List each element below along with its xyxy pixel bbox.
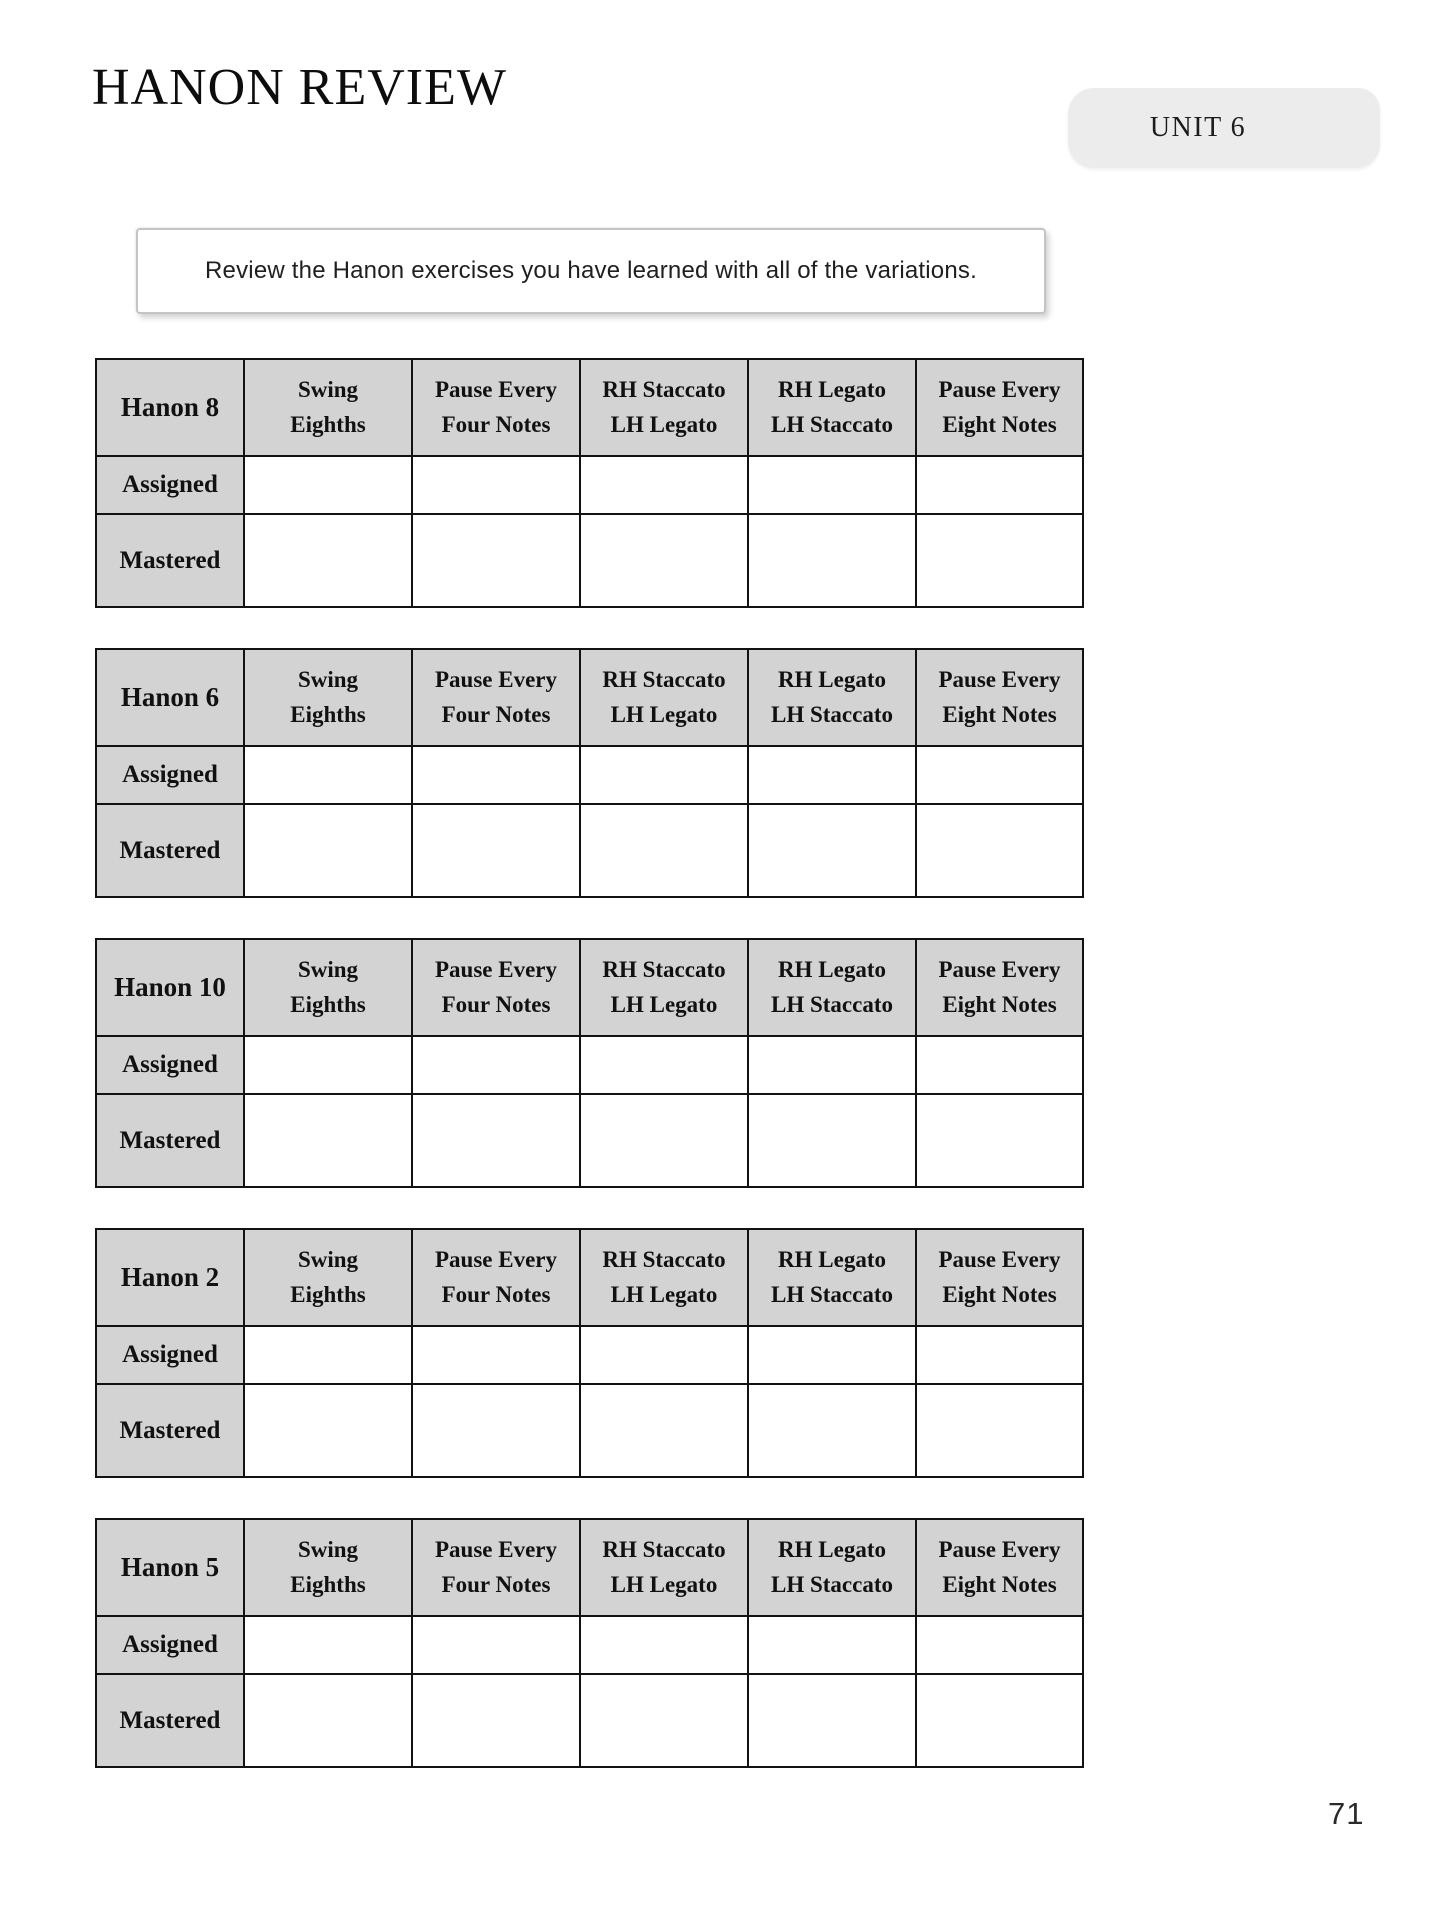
row-label-mastered: Mastered — [96, 804, 244, 897]
column-header-swing-eighths: Swing Eighths — [244, 649, 412, 746]
mastered-row — [96, 1094, 1083, 1187]
assigned-fill-cell[interactable] — [916, 1616, 1083, 1674]
assigned-fill-cell[interactable] — [244, 456, 412, 514]
column-header-pause-every-eight-notes: Pause Every Eight Notes — [916, 1229, 1083, 1326]
column-header-swing-eighths: Swing Eighths — [244, 939, 412, 1036]
mastered-fill-cell[interactable] — [916, 804, 1083, 897]
mastered-row — [96, 1384, 1083, 1477]
hanon-review-table — [95, 1518, 1084, 1768]
column-header-rh-staccato-lh-legato: RH Staccato LH Legato — [580, 1229, 748, 1326]
column-header-rh-legato-lh-staccato: RH Legato LH Staccato — [748, 1229, 916, 1326]
column-header-rh-legato-lh-staccato: RH Legato LH Staccato — [748, 1519, 916, 1616]
mastered-fill-cell[interactable] — [244, 804, 412, 897]
column-header-pause-every-four-notes: Pause Every Four Notes — [412, 1229, 580, 1326]
mastered-fill-cell[interactable] — [244, 1094, 412, 1187]
assigned-fill-cell[interactable] — [412, 1616, 580, 1674]
mastered-fill-cell[interactable] — [748, 514, 916, 607]
column-header-swing-eighths: Swing Eighths — [244, 1519, 412, 1616]
page-number: 71 — [1328, 1796, 1365, 1831]
assigned-fill-cell[interactable] — [916, 456, 1083, 514]
assigned-fill-cell[interactable] — [748, 1036, 916, 1094]
assigned-fill-cell[interactable] — [412, 456, 580, 514]
hanon-review-table — [95, 358, 1084, 608]
table-header-row — [96, 649, 1083, 746]
row-label-mastered: Mastered — [96, 1094, 244, 1187]
tables-container — [95, 358, 1082, 1808]
mastered-fill-cell[interactable] — [916, 1674, 1083, 1767]
column-header-rh-staccato-lh-legato: RH Staccato LH Legato — [580, 939, 748, 1036]
unit-badge-label: UNIT 6 — [1149, 112, 1247, 143]
assigned-fill-cell[interactable] — [748, 456, 916, 514]
row-label-mastered: Mastered — [96, 1384, 244, 1477]
mastered-fill-cell[interactable] — [244, 1674, 412, 1767]
assigned-fill-cell[interactable] — [412, 1326, 580, 1384]
mastered-fill-cell[interactable] — [748, 1384, 916, 1477]
assigned-row — [96, 1616, 1083, 1674]
assigned-fill-cell[interactable] — [580, 1616, 748, 1674]
hanon-review-table — [95, 938, 1084, 1188]
column-header-rh-staccato-lh-legato: RH Staccato LH Legato — [580, 359, 748, 456]
assigned-fill-cell[interactable] — [244, 746, 412, 804]
column-header-pause-every-four-notes: Pause Every Four Notes — [412, 1519, 580, 1616]
assigned-row — [96, 746, 1083, 804]
hanon-review-table — [95, 648, 1084, 898]
unit-badge — [1068, 88, 1380, 168]
row-label-assigned: Assigned — [96, 746, 244, 804]
column-header-pause-every-eight-notes: Pause Every Eight Notes — [916, 649, 1083, 746]
column-header-rh-staccato-lh-legato: RH Staccato LH Legato — [580, 649, 748, 746]
row-label-assigned: Assigned — [96, 1036, 244, 1094]
assigned-fill-cell[interactable] — [244, 1616, 412, 1674]
row-label-mastered: Mastered — [96, 514, 244, 607]
table-title: Hanon 6 — [96, 649, 244, 746]
column-header-rh-legato-lh-staccato: RH Legato LH Staccato — [748, 649, 916, 746]
column-header-rh-staccato-lh-legato: RH Staccato LH Legato — [580, 1519, 748, 1616]
mastered-fill-cell[interactable] — [916, 1094, 1083, 1187]
assigned-row — [96, 456, 1083, 514]
table-header-row — [96, 1519, 1083, 1616]
mastered-fill-cell[interactable] — [412, 1094, 580, 1187]
assigned-fill-cell[interactable] — [412, 746, 580, 804]
mastered-fill-cell[interactable] — [748, 804, 916, 897]
row-label-assigned: Assigned — [96, 1326, 244, 1384]
column-header-pause-every-four-notes: Pause Every Four Notes — [412, 649, 580, 746]
page-title: HANON REVIEW — [92, 59, 507, 116]
table-title: Hanon 2 — [96, 1229, 244, 1326]
column-header-pause-every-eight-notes: Pause Every Eight Notes — [916, 939, 1083, 1036]
instruction-text: Review the Hanon exercises you have learned with all of the variations. — [205, 257, 977, 284]
row-label-assigned: Assigned — [96, 456, 244, 514]
mastered-row — [96, 804, 1083, 897]
mastered-row — [96, 514, 1083, 607]
assigned-fill-cell[interactable] — [916, 1036, 1083, 1094]
mastered-fill-cell[interactable] — [580, 1384, 748, 1477]
assigned-fill-cell[interactable] — [580, 456, 748, 514]
column-header-pause-every-eight-notes: Pause Every Eight Notes — [916, 1519, 1083, 1616]
mastered-fill-cell[interactable] — [244, 1384, 412, 1477]
column-header-swing-eighths: Swing Eighths — [244, 1229, 412, 1326]
assigned-fill-cell[interactable] — [916, 1326, 1083, 1384]
mastered-fill-cell[interactable] — [580, 804, 748, 897]
table-header-row — [96, 1229, 1083, 1326]
column-header-rh-legato-lh-staccato: RH Legato LH Staccato — [748, 359, 916, 456]
assigned-row — [96, 1326, 1083, 1384]
assigned-row — [96, 1036, 1083, 1094]
mastered-fill-cell[interactable] — [748, 1674, 916, 1767]
table-header-row — [96, 939, 1083, 1036]
assigned-fill-cell[interactable] — [580, 1326, 748, 1384]
table-title: Hanon 8 — [96, 359, 244, 456]
row-label-mastered: Mastered — [96, 1674, 244, 1767]
mastered-fill-cell[interactable] — [412, 804, 580, 897]
assigned-fill-cell[interactable] — [916, 746, 1083, 804]
assigned-fill-cell[interactable] — [748, 746, 916, 804]
mastered-row — [96, 1674, 1083, 1767]
assigned-fill-cell[interactable] — [244, 1326, 412, 1384]
mastered-fill-cell[interactable] — [412, 1384, 580, 1477]
mastered-fill-cell[interactable] — [244, 514, 412, 607]
assigned-fill-cell[interactable] — [748, 1326, 916, 1384]
assigned-fill-cell[interactable] — [244, 1036, 412, 1094]
mastered-fill-cell[interactable] — [748, 1094, 916, 1187]
mastered-fill-cell[interactable] — [412, 514, 580, 607]
column-header-pause-every-four-notes: Pause Every Four Notes — [412, 359, 580, 456]
instruction-box — [136, 228, 1046, 314]
table-header-row — [96, 359, 1083, 456]
column-header-swing-eighths: Swing Eighths — [244, 359, 412, 456]
assigned-fill-cell[interactable] — [748, 1616, 916, 1674]
mastered-fill-cell[interactable] — [916, 1384, 1083, 1477]
hanon-review-table — [95, 1228, 1084, 1478]
column-header-pause-every-four-notes: Pause Every Four Notes — [412, 939, 580, 1036]
column-header-pause-every-eight-notes: Pause Every Eight Notes — [916, 359, 1083, 456]
mastered-fill-cell[interactable] — [916, 514, 1083, 607]
assigned-fill-cell[interactable] — [580, 1036, 748, 1094]
column-header-rh-legato-lh-staccato: RH Legato LH Staccato — [748, 939, 916, 1036]
table-title: Hanon 5 — [96, 1519, 244, 1616]
row-label-assigned: Assigned — [96, 1616, 244, 1674]
assigned-fill-cell[interactable] — [580, 746, 748, 804]
assigned-fill-cell[interactable] — [412, 1036, 580, 1094]
mastered-fill-cell[interactable] — [580, 1674, 748, 1767]
mastered-fill-cell[interactable] — [580, 1094, 748, 1187]
mastered-fill-cell[interactable] — [580, 514, 748, 607]
mastered-fill-cell[interactable] — [412, 1674, 580, 1767]
table-title: Hanon 10 — [96, 939, 244, 1036]
